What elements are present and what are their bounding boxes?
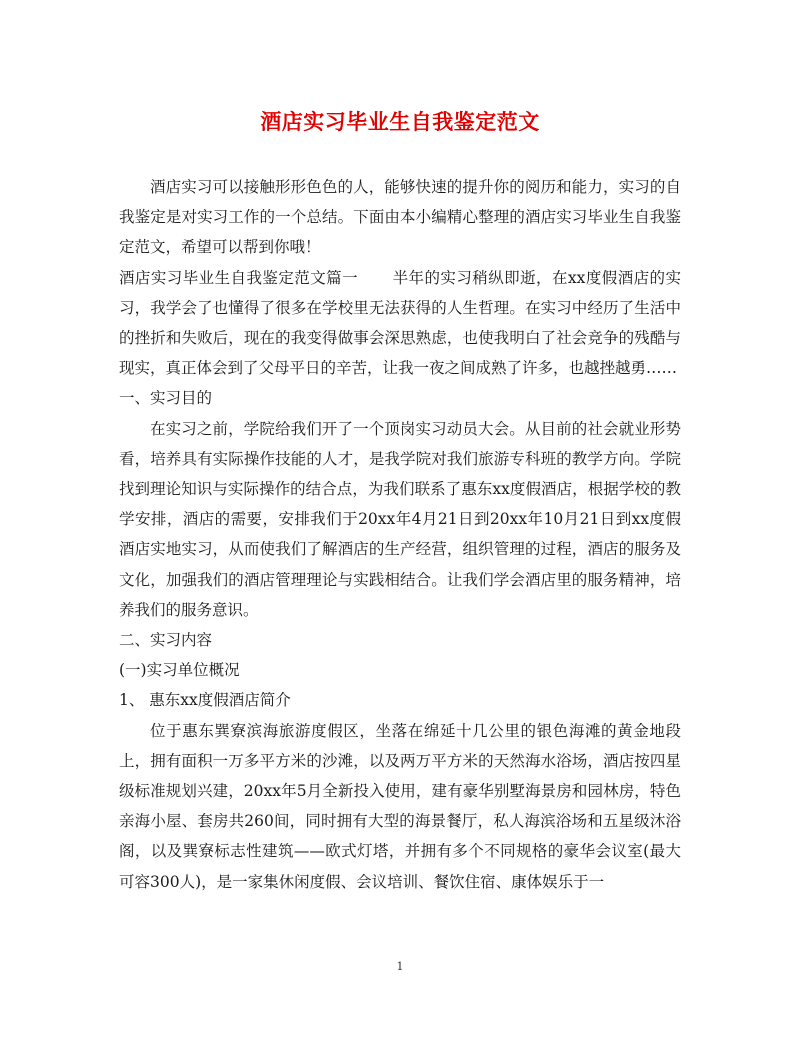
- page-number: 1: [396, 960, 404, 973]
- item-heading-hotel-intro: 1、 惠东xx度假酒店简介: [119, 691, 291, 710]
- article-opening: 半年的实习稍纵即逝，在xx度假酒店的实习，我学会了也懂得了很多在学校里无法获得的人生哲理。在实习中经历了生活中的挫折和失败后，现在的我变得做事会深思熟虑，也使我明白了社会竞争的残酷与现实，真正体会到了父母平日的辛苦，让我一夜之间成熟了许多，也越挫越勇……: [119, 268, 681, 378]
- purpose-paragraph: 在实习之前，学院给我们开了一个顶岗实习动员大会。从目前的社会就业形势看，培养具有实际操作技能的人才，是我学院对我们旅游专科班的教学方向。学院找到理论知识与实际操作的结合点，为我们联系了惠东xx度假酒店，根据学校的教学安排，酒店的需要，安排我们于20xx年4月21日到20xx年10月21日到xx度假酒店实地实习，从而使我们了解酒店的生产经营，组织管理的过程，酒店的服务及文化，加强我们的酒店管理理论与实践相结合。让我们学会酒店里的服务精神，培养我们的服务意识。: [119, 419, 681, 619]
- article-label: 酒店实习毕业生自我鉴定范文篇一: [119, 268, 359, 287]
- document-body: [119, 172, 681, 897]
- section-heading-purpose: 一、实习目的: [119, 389, 213, 408]
- subsection-heading-overview: (一)实习单位概况: [119, 661, 240, 680]
- article-paragraph: [119, 263, 681, 384]
- section-heading-content: 二、实习内容: [119, 631, 213, 650]
- hotel-intro-paragraph: 位于惠东巽寮滨海旅游度假区，坐落在绵延十几公里的银色海滩的黄金地段上，拥有面积一万多平方米的沙滩，以及两万平方米的天然海水浴场，酒店按四星级标准规划兴建，20xx年5月全新投入使用，建有豪华别墅海景房和园林房，特色亲海小屋、套房共260间，同时拥有大型的海景餐厅，私人海滨浴场和五星级沐浴阁，以及巽寮标志性建筑——欧式灯塔，并拥有多个不同规格的豪华会议室(最大可容300人)，是一家集休闲度假、会议培训、餐饮住宿、康体娱乐于一: [119, 721, 681, 891]
- intro-paragraph: 酒店实习可以接触形形色色的人，能够快速的提升你的阅历和能力，实习的自我鉴定是对实习工作的一个总结。下面由本小编精心整理的酒店实习毕业生自我鉴定范文，希望可以帮到你哦！: [119, 178, 681, 257]
- document-title: 酒店实习毕业生自我鉴定范文: [260, 109, 540, 134]
